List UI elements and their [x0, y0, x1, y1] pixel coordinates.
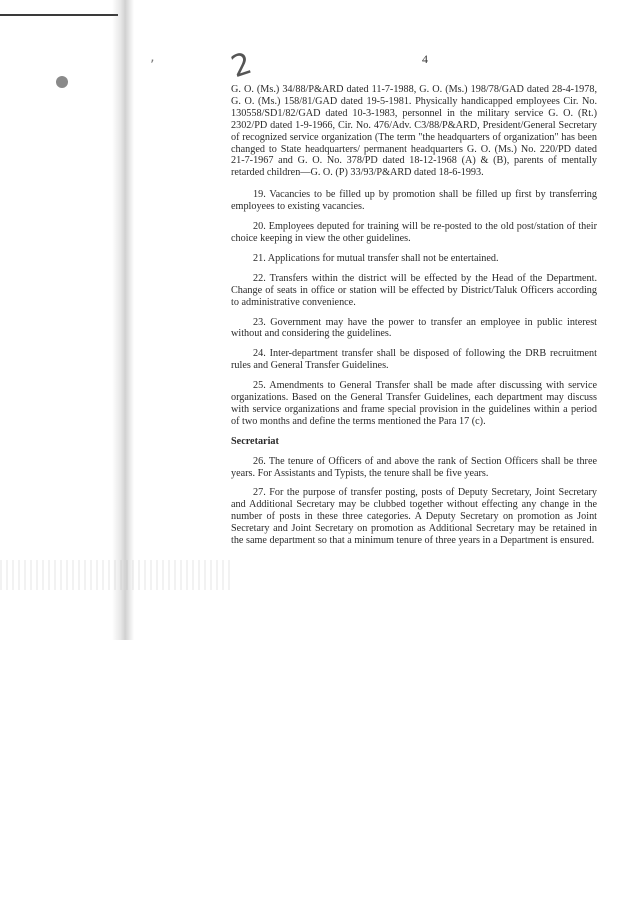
paragraph-references: G. O. (Ms.) 34/88/P&ARD dated 11-7-1988, G. O. (Ms.) 198/78/GAD dated 28-4-1978, G. O. (Ms.) 158/81/GAD dated 19-5-1981. Physically handicapped employees Cir. No. 130558/SD1/82/GAD dated 10-3-1983, personnel in the military service G. O. (Rt.) 2302/PD dated 1-9-1966, Cir. No. 476/Adv. C3/88/P&ARD, President/General Secretary of recognized service organization (The term "the headquarters of organization" has been changed to State headquarters/ permanent headquarters G. O. (Ms.) No. 220/PD dated 21-7-1967 and G. O. No. 378/PD dated 18-12-1968 (A) & (B), parents of mentally retarded children—G. O. (P) 33/93/P&ARD dated 18-6-1993.	[231, 84, 597, 179]
punch-hole	[56, 76, 68, 88]
paragraph-23: 23. Government may have the power to transfer an employee in public interest without and considering the guidelines.	[231, 316, 597, 340]
paragraph-27: 27. For the purpose of transfer posting, posts of Deputy Secretary, Joint Secretary and Additional Secretary may be clubbed together without effecting any change in the number of posts in these three categories. A Deputy Secretary on promotion as Joint Secretary and Joint Secretary on promotion as Additional Secretary may be retained in the same department so that a minimum tenure of three years in a Department is ensured.	[231, 487, 597, 547]
document-body	[231, 84, 597, 555]
page-number: 4	[422, 52, 428, 66]
top-edge-rule	[0, 14, 118, 16]
paragraph-26: 26. The tenure of Officers of and above the rank of Section Officers shall be three years. For Assistants and Typists, the tenure shall be five years.	[231, 455, 597, 479]
margin-scribble: 2	[227, 45, 257, 86]
paragraph-20: 20. Employees deputed for training will be re-posted to the old post/station of their choice keeping in view the other guidelines.	[231, 221, 597, 244]
section-heading-secretariat: Secretariat	[231, 435, 279, 447]
paragraph-21: 21. Applications for mutual transfer shall not be entertained.	[253, 252, 499, 264]
paragraph-19: 19. Vacancies to be filled up by promotion shall be filled up first by transferring employees to existing vacancies.	[231, 189, 597, 213]
paragraph-22: 22. Transfers within the district will be effected by the Head of the Department. Change of seats in office or station will be effected by District/Taluk Officers according to administrative convenience.	[231, 272, 597, 308]
margin-mark: ’	[150, 58, 155, 74]
scan-noise	[0, 560, 230, 590]
page-binding-shadow	[112, 0, 134, 640]
paragraph-24: 24. Inter-department transfer shall be disposed of following the DRB recruitment rules and General Transfer Guidelines.	[231, 348, 597, 372]
paragraph-25: 25. Amendments to General Transfer shall be made after discussing with service organizations. Based on the General Transfer Guidelines, each department may discuss with service organizations and frame special provision in the guidelines within a period of two months and define the terms mentioned the Para 17 (c).	[231, 380, 597, 427]
